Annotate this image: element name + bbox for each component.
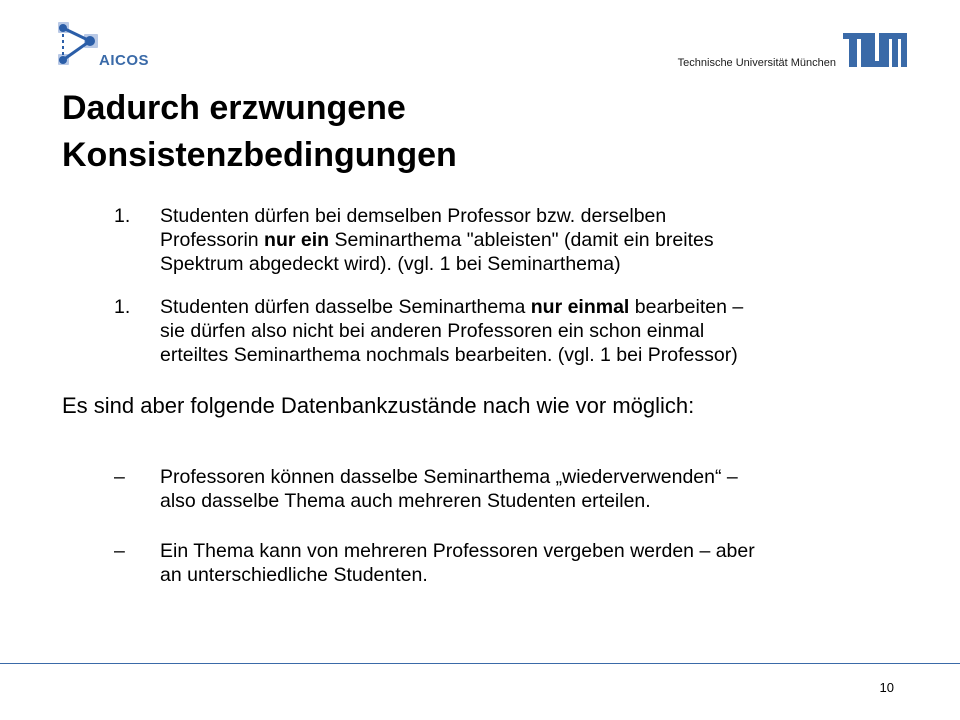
- aicos-logo-text: AICOS: [99, 52, 150, 69]
- list-text-line: Studenten dürfen dasselbe Seminarthema nur einmal bearbeiten –: [160, 296, 744, 318]
- emphasis-text: nur ein: [264, 229, 330, 251]
- emphasis-text: nur einmal: [530, 296, 630, 318]
- list-text-line: sie dürfen also nicht bei anderen Professoren ein schon einmal: [160, 320, 705, 342]
- university-name: Technische Universität München: [677, 57, 836, 69]
- list-number: 1.: [114, 205, 131, 227]
- title-line: Konsistenzbedingungen: [62, 136, 457, 174]
- list-text-line: also dasselbe Thema auch mehreren Studenten erteilen.: [160, 490, 651, 512]
- footer-divider: [0, 663, 960, 664]
- body-paragraph: Es sind aber folgende Datenbankzustände nach wie vor möglich:: [62, 393, 695, 418]
- list-text-line: Studenten dürfen bei demselben Professor bzw. derselben: [160, 205, 667, 227]
- numbered-list-item: [114, 295, 904, 367]
- list-text-line: Professoren können dasselbe Seminarthema „wiederverwenden“ –: [160, 466, 738, 488]
- dash-list-item: [114, 465, 904, 513]
- list-dash: –: [114, 540, 125, 562]
- list-text-line: Professorin nur ein Seminarthema "ableisten" (damit ein breites: [160, 229, 714, 251]
- list-number: 1.: [114, 296, 131, 318]
- list-dash: –: [114, 466, 125, 488]
- title-line: Dadurch erzwungene: [62, 89, 406, 127]
- dash-list-item: [114, 539, 904, 587]
- slide-title: [62, 85, 862, 179]
- page-number: 10: [879, 680, 894, 695]
- list-text-line: an unterschiedliche Studenten.: [160, 564, 428, 586]
- list-text-line: erteiltes Seminarthema nochmals bearbeiten. (vgl. 1 bei Professor): [160, 344, 738, 366]
- list-text-line: Spektrum abgedeckt wird). (vgl. 1 bei Seminarthema): [160, 253, 621, 275]
- numbered-list-item: [114, 204, 904, 276]
- tum-logo-icon: [843, 33, 907, 67]
- list-text-line: Ein Thema kann von mehreren Professoren vergeben werden – aber: [160, 540, 755, 562]
